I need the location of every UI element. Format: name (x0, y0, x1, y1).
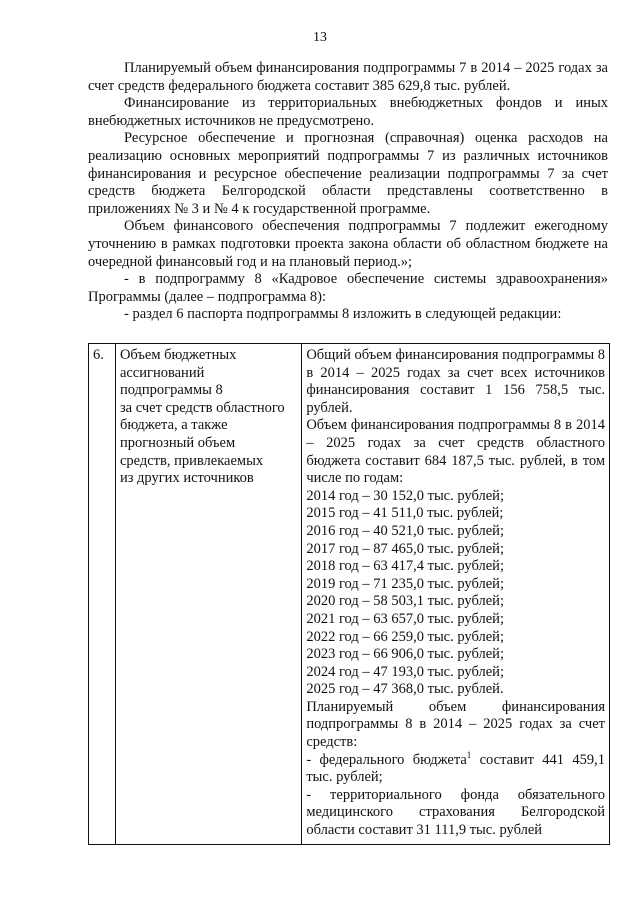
row-title (115, 344, 301, 845)
passport-table (88, 343, 610, 845)
total-funding-text: Общий объем финансирования подпрограммы 8 в 2014 – 2025 годах за счет всех источников финансирования составит 1 156 758,5 тыс. рублей. (306, 347, 606, 416)
federal-amount: составит 441 459,1 тыс. рублей; (306, 751, 605, 786)
year-funding: 2025 год – 47 368,0 тыс. рублей. (306, 681, 504, 698)
year-funding: 2023 год – 66 906,0 тыс. рублей; (306, 646, 504, 663)
title-line: бюджета, а также (119, 417, 228, 434)
row-number: 6. (89, 344, 116, 845)
title-line: подпрограммы 8 (119, 382, 223, 399)
paragraph-annual-update: Объем финансового обеспечения подпрограммы 7 подлежит ежегодному уточнению в рамках подготовки проекта закона области об областном бюджете на очередной финансовый год и на плановый период.»; (88, 218, 608, 270)
paragraph-extrabudgetary: Финансирование из территориальных внебюджетных фондов и иных внебюджетных источников не предусмотрено. (88, 95, 608, 129)
paragraph-resource-support: Ресурсное обеспечение и прогнозная (справочная) оценка расходов на реализацию основных мероприятий подпрограммы 7 из различных источников финансирования и ресурсное обеспечение реализации подпрограммы 7 за счет средств бюджета Белгородской области представлены соответственно в приложениях № 3 и № 4 к государственной программе. (88, 130, 608, 217)
title-line: прогнозный объем (119, 434, 236, 451)
year-funding: 2014 год – 30 152,0 тыс. рублей; (306, 487, 504, 504)
year-funding: 2017 год – 87 465,0 тыс. рублей; (306, 540, 504, 557)
paragraph-federal-funding: Планируемый объем финансирования подпрограммы 7 в 2014 – 2025 годах за счет средств федерального бюджета составит 385 629,8 тыс. рублей. (88, 60, 608, 94)
footnote-mark: 1 (466, 749, 472, 760)
page-number: 13 (313, 30, 327, 45)
table-row (89, 344, 610, 845)
title-line: из других источников (119, 470, 254, 487)
federal-label: - федерального бюджета (306, 751, 467, 768)
year-funding: 2016 год – 40 521,0 тыс. рублей; (306, 522, 504, 539)
year-funding: 2021 год – 63 657,0 тыс. рублей; (306, 610, 504, 627)
title-line: Объем бюджетных (119, 347, 237, 363)
title-line: за счет средств областного (119, 399, 285, 416)
federal-budget-text (306, 749, 605, 787)
tfoms-text: - территориального фонда обязательного медицинского страхования Белгородской области составит 31 111,9 тыс. рублей (306, 786, 605, 839)
year-funding: 2024 год – 47 193,0 тыс. рублей; (306, 663, 504, 680)
title-line: ассигнований (119, 364, 205, 381)
planned-funding-text: Планируемый объем финансирования подпрограммы 8 в 2014 – 2025 годах за счет средств: (306, 698, 605, 751)
paragraph-section-6: - раздел 6 паспорта подпрограммы 8 изложить в следующей редакции: (124, 306, 562, 323)
paragraph-subprogram-8: - в подпрограмму 8 «Кадровое обеспечение системы здравоохранения» Программы (далее – подпрограмма 8): (88, 271, 608, 305)
regional-funding-text: Объем финансирования подпрограммы 8 в 2014 – 2025 годах за счет средств областного бюджета составит 684 187,5 тыс. рублей, в том числе по годам: (306, 417, 605, 487)
year-funding: 2019 год – 71 235,0 тыс. рублей; (306, 575, 504, 592)
year-funding: 2022 год – 66 259,0 тыс. рублей; (306, 628, 504, 645)
row-value (302, 344, 610, 845)
document-body (88, 60, 608, 324)
year-funding: 2018 год – 63 417,4 тыс. рублей; (306, 558, 504, 575)
title-line: средств, привлекаемых (119, 452, 264, 469)
year-funding: 2020 год – 58 503,1 тыс. рублей; (306, 593, 504, 610)
year-funding: 2015 год – 41 511,0 тыс. рублей; (306, 505, 504, 522)
